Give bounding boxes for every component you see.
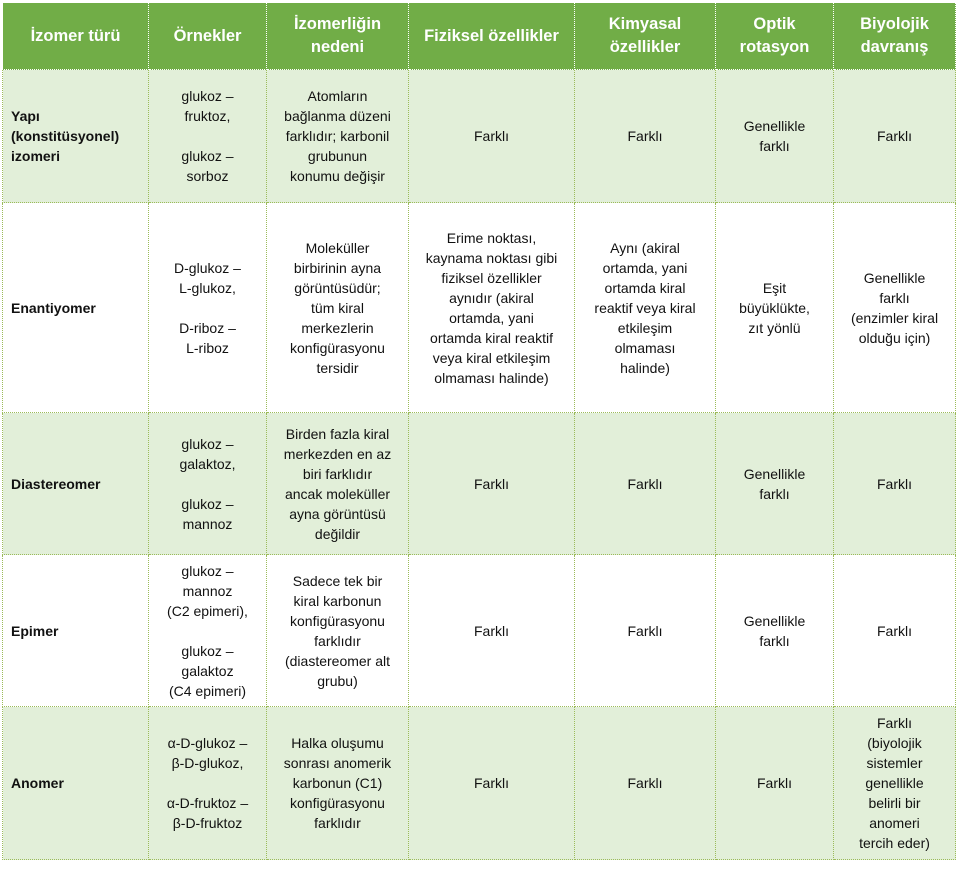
- cell-type: Epimer: [3, 555, 149, 707]
- table-row-enantiomer: [3, 203, 956, 413]
- table-row-epimer: [3, 555, 956, 707]
- cell-chemical: Farklı: [575, 707, 716, 860]
- cell-chemical: Farklı: [575, 413, 716, 555]
- cell-chemical: Farklı: [575, 555, 716, 707]
- cell-cause: Sadece tek bir kiral karbonun konfigürasyonu farklıdır (diastereomer alt grubu): [267, 555, 409, 707]
- cell-optical: Genellikle farklı: [716, 555, 834, 707]
- cell-physical: Erime noktası, kaynama noktası gibi fiziksel özellikler aynıdır (akiral ortamda, yani ortamda kiral reaktif veya kiral etkileşim olmaması halinde): [409, 203, 575, 413]
- cell-biological: Farklı: [834, 413, 956, 555]
- header-physical: Fiziksel özellikler: [409, 3, 575, 70]
- header-examples: Örnekler: [149, 3, 267, 70]
- cell-optical: Eşit büyüklükte, zıt yönlü: [716, 203, 834, 413]
- header-biological: Biyolojik davranış: [834, 3, 956, 70]
- cell-optical: Genellikle farklı: [716, 70, 834, 203]
- cell-examples: D-glukoz – L-glukoz, D-riboz – L-riboz: [149, 203, 267, 413]
- cell-cause: Birden fazla kiral merkezden en az biri farklıdır ancak moleküller ayna görüntüsü değildir: [267, 413, 409, 555]
- cell-type: Yapı (konstitüsyonel) izomeri: [3, 70, 149, 203]
- cell-biological: Farklı: [834, 555, 956, 707]
- cell-biological: Farklı (biyolojik sistemler genellikle belirli bir anomeri tercih eder): [834, 707, 956, 860]
- cell-examples: glukoz – mannoz (C2 epimeri), glukoz – galaktoz (C4 epimeri): [149, 555, 267, 707]
- cell-optical: Farklı: [716, 707, 834, 860]
- cell-type: Diastereomer: [3, 413, 149, 555]
- table-row-structural: [3, 70, 956, 203]
- cell-cause: Atomların bağlanma düzeni farklıdır; karbonil grubunun konumu değişir: [267, 70, 409, 203]
- cell-biological: Genellikle farklı (enzimler kiral olduğu için): [834, 203, 956, 413]
- cell-cause: Halka oluşumu sonrası anomerik karbonun (C1) konfigürasyonu farklıdır: [267, 707, 409, 860]
- cell-chemical: Aynı (akiral ortamda, yani ortamda kiral reaktif veya kiral etkileşim olmaması halinde): [575, 203, 716, 413]
- header-isomer-type: İzomer türü: [3, 3, 149, 70]
- cell-examples: α-D-glukoz – β-D-glukoz, α-D-fruktoz – β-D-fruktoz: [149, 707, 267, 860]
- cell-cause: Moleküller birbirinin ayna görüntüsüdür; tüm kiral merkezlerin konfigürasyonu tersidir: [267, 203, 409, 413]
- cell-physical: Farklı: [409, 70, 575, 203]
- cell-physical: Farklı: [409, 413, 575, 555]
- cell-examples: glukoz – fruktoz, glukoz – sorboz: [149, 70, 267, 203]
- header-chemical: Kimyasal özellikler: [575, 3, 716, 70]
- cell-physical: Farklı: [409, 707, 575, 860]
- isomer-comparison-table: [2, 2, 956, 860]
- cell-biological: Farklı: [834, 70, 956, 203]
- table-row-anomer: [3, 707, 956, 860]
- cell-type: Anomer: [3, 707, 149, 860]
- header-optical: Optik rotasyon: [716, 3, 834, 70]
- cell-optical: Genellikle farklı: [716, 413, 834, 555]
- cell-examples: glukoz – galaktoz, glukoz – mannoz: [149, 413, 267, 555]
- header-cause: İzomerliğin nedeni: [267, 3, 409, 70]
- cell-physical: Farklı: [409, 555, 575, 707]
- header-row: [3, 3, 956, 70]
- cell-type: Enantiyomer: [3, 203, 149, 413]
- table-row-diastereomer: [3, 413, 956, 555]
- cell-chemical: Farklı: [575, 70, 716, 203]
